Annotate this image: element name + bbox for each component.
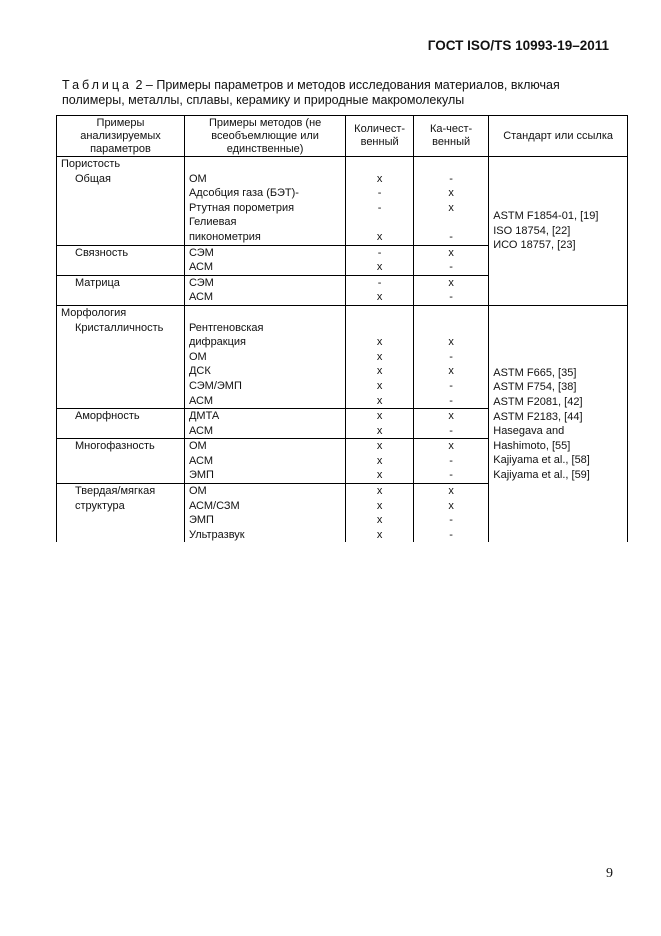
reference: Hashimoto, [55]	[493, 439, 571, 452]
page-number: 9	[606, 866, 613, 881]
caption-label: Таблица	[62, 78, 133, 92]
qualitative-mark: -	[449, 469, 453, 482]
caption-number: 2	[135, 78, 143, 92]
quantitative-mark	[350, 321, 409, 336]
method: ОМ	[188, 350, 207, 363]
header-methods: Примеры методов (не всеобъемлющие или единственные)	[184, 116, 345, 157]
header-quantitative: Количест-венный	[346, 116, 414, 157]
parameter-label: Многофазность	[75, 440, 155, 453]
qualitative-mark-cell	[413, 245, 488, 275]
reference: Hasegava and	[493, 425, 565, 438]
parameter-label: Общая	[75, 172, 111, 185]
quantitative-mark: x	[376, 485, 383, 498]
qualitative-mark: -	[449, 172, 453, 185]
method: АСМ	[188, 261, 214, 274]
reference: ASTM F2081, [42]	[493, 396, 583, 408]
qualitative-mark-cell	[413, 305, 488, 408]
reference: ASTM F754, [38]	[493, 381, 577, 394]
quantitative-mark: -	[377, 187, 382, 200]
method: ЭМП	[188, 469, 214, 482]
qualitative-mark: -	[449, 379, 453, 392]
qualitative-mark-cell	[413, 439, 488, 484]
parameter-cell	[57, 275, 185, 305]
quantitative-mark-cell	[346, 245, 414, 275]
method: ОМ	[188, 440, 207, 453]
reference-cell	[489, 157, 628, 306]
qualitative-mark: x	[448, 410, 454, 423]
qualitative-mark: x	[448, 276, 454, 289]
category-label: Пористость	[61, 158, 121, 170]
table-caption	[62, 78, 622, 108]
quantitative-mark-cell	[346, 484, 414, 543]
parameter-label: Твердая/мягкая структура	[75, 485, 156, 512]
method-cell	[184, 484, 345, 543]
quantitative-mark	[350, 215, 409, 230]
qualitative-mark: x	[448, 246, 454, 259]
category-label: Морфология	[61, 306, 127, 319]
spacer	[418, 306, 484, 321]
quantitative-mark: -	[377, 201, 382, 214]
parameters-table	[56, 115, 628, 542]
quantitative-mark: x	[376, 499, 383, 512]
method: ОМ	[188, 172, 207, 185]
header-parameters: Примеры анализируемых параметров	[57, 116, 185, 157]
spacer	[418, 157, 484, 172]
table-body	[57, 157, 628, 543]
method-cell	[184, 275, 345, 305]
quantitative-mark-cell	[346, 439, 414, 484]
reference: ASTM F1854-01, [19]	[493, 210, 599, 223]
quantitative-mark: x	[376, 261, 383, 274]
qualitative-mark: x	[448, 201, 454, 214]
parameter-cell	[57, 409, 185, 439]
caption-text: – Примеры параметров и методов исследования материалов, включая полимеры, металлы, сплавы, керамику и природные макромолекулы	[62, 78, 560, 107]
method-cell	[184, 157, 345, 246]
qualitative-mark: -	[449, 291, 453, 304]
method: АСМ	[188, 424, 214, 437]
method: Гелиевая	[188, 216, 237, 229]
qualitative-mark: x	[448, 485, 454, 498]
qualitative-mark: -	[449, 394, 453, 407]
method: ДСК	[188, 365, 211, 378]
quantitative-mark: x	[376, 469, 383, 482]
quantitative-mark: x	[376, 528, 383, 541]
parameter-label: Аморфность	[75, 410, 140, 423]
spacer	[189, 306, 341, 321]
method: пиконометрия	[188, 230, 261, 243]
method: дифракция	[188, 336, 247, 349]
spacer	[189, 157, 341, 172]
quantitative-mark-cell	[346, 409, 414, 439]
method: ОМ	[188, 485, 207, 498]
method: Адсобция газа (БЭТ)-	[188, 187, 299, 200]
method: АСМ	[188, 291, 214, 304]
reference: ИСО 18757, [23]	[493, 239, 576, 252]
quantitative-mark-cell	[346, 157, 414, 246]
method: СЭМ	[188, 276, 214, 289]
qualitative-mark: -	[449, 230, 453, 243]
qualitative-mark	[418, 321, 484, 336]
header-standard: Стандарт или ссылка	[489, 116, 628, 157]
qualitative-mark: -	[449, 514, 453, 527]
parameter-cell	[57, 305, 185, 408]
qualitative-mark: -	[449, 424, 453, 437]
reference: ASTM F665, [35]	[493, 366, 577, 379]
quantitative-mark: x	[376, 350, 383, 363]
quantitative-mark: x	[376, 291, 383, 304]
method-cell	[184, 305, 345, 408]
qualitative-mark: x	[448, 499, 454, 512]
spacer	[350, 306, 409, 321]
method: Рентгеновская	[188, 321, 264, 334]
quantitative-mark-cell	[346, 305, 414, 408]
parameter-cell	[57, 484, 185, 543]
spacer	[350, 157, 409, 172]
quantitative-mark: x	[376, 230, 383, 243]
reference-cell	[489, 305, 628, 542]
quantitative-mark: x	[376, 410, 383, 423]
method-cell	[184, 439, 345, 484]
quantitative-mark: -	[377, 276, 382, 289]
method: ЭМП	[188, 514, 214, 527]
quantitative-mark: x	[376, 394, 383, 407]
quantitative-mark: x	[376, 379, 383, 392]
method: Ультразвук	[188, 528, 245, 541]
parameter-label: Кристалличность	[75, 321, 164, 334]
reference: Kajiyama et al., [59]	[493, 468, 590, 481]
qualitative-mark: -	[449, 261, 453, 274]
parameter-cell	[57, 245, 185, 275]
quantitative-mark: x	[376, 336, 383, 349]
parameter-cell	[57, 439, 185, 484]
qualitative-mark-cell	[413, 409, 488, 439]
quantitative-mark: x	[376, 454, 383, 467]
table-header-row	[57, 116, 628, 157]
standard-designation: ГОСТ ISO/TS 10993-19–2011	[427, 38, 609, 53]
parameter-cell	[57, 157, 185, 246]
qualitative-mark: -	[449, 350, 453, 363]
header-qualitative: Ка-чест-венный	[413, 116, 488, 157]
method: АСМ	[188, 454, 214, 467]
quantitative-mark: -	[377, 246, 382, 259]
qualitative-mark-cell	[413, 275, 488, 305]
table-row	[57, 305, 628, 408]
qualitative-mark: x	[448, 187, 454, 200]
qualitative-mark	[418, 215, 484, 230]
reference: ISO 18754, [22]	[493, 224, 571, 237]
quantitative-mark: x	[376, 365, 383, 378]
method: АСМ	[188, 394, 214, 407]
quantitative-mark: x	[376, 514, 383, 527]
qualitative-mark: -	[449, 528, 453, 541]
method-cell	[184, 409, 345, 439]
qualitative-mark-cell	[413, 484, 488, 543]
quantitative-mark-cell	[346, 275, 414, 305]
reference: Kajiyama et al., [58]	[493, 454, 590, 467]
parameter-label: Матрица	[75, 276, 120, 289]
reference: ASTM F2183, [44]	[493, 410, 583, 423]
method-cell	[184, 245, 345, 275]
qualitative-mark: -	[449, 454, 453, 467]
parameter-label: Связность	[75, 246, 129, 259]
method: АСМ/СЗМ	[188, 499, 240, 512]
method: СЭМ/ЭМП	[188, 379, 242, 392]
quantitative-mark: x	[376, 440, 383, 453]
table-row	[57, 157, 628, 246]
method: Ртутная порометрия	[188, 201, 295, 214]
method: ДМТА	[188, 410, 220, 423]
qualitative-mark: x	[448, 440, 454, 453]
qualitative-mark: x	[448, 336, 454, 349]
quantitative-mark: x	[376, 424, 383, 437]
quantitative-mark: x	[376, 172, 383, 185]
qualitative-mark: x	[448, 365, 454, 378]
method: СЭМ	[188, 246, 214, 259]
qualitative-mark-cell	[413, 157, 488, 246]
